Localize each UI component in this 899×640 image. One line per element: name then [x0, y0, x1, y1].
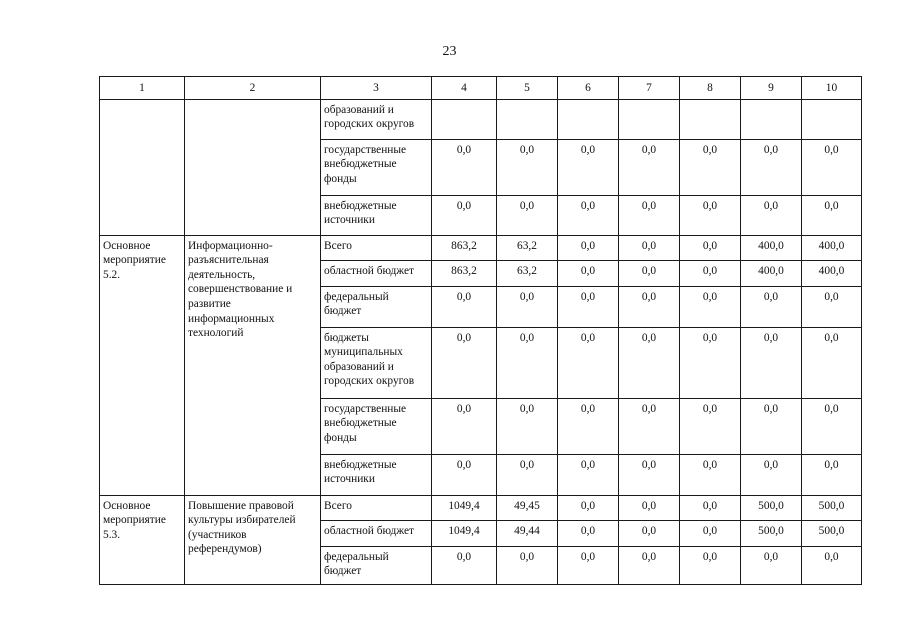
funding-source-cell: областной бюджет — [321, 260, 432, 286]
value-cell: 0,0 — [802, 398, 862, 454]
value-cell: 0,0 — [558, 235, 619, 260]
table-row — [100, 495, 862, 520]
value-cell: 0,0 — [432, 286, 497, 327]
header-cell: 8 — [680, 77, 741, 100]
funding-source-cell: бюджеты муниципальных образований и городских округов — [321, 327, 432, 398]
value-cell: 0,0 — [558, 260, 619, 286]
value-cell: 0,0 — [558, 139, 619, 195]
page-number: 23 — [442, 44, 457, 59]
value-cell: 0,0 — [432, 195, 497, 235]
activity-code-cell — [100, 99, 185, 235]
table-row — [100, 99, 862, 139]
value-cell: 0,0 — [680, 454, 741, 495]
value-cell: 0,0 — [558, 195, 619, 235]
value-cell: 0,0 — [432, 454, 497, 495]
value-cell: 0,0 — [802, 327, 862, 398]
value-cell: 1049,4 — [432, 495, 497, 520]
value-cell: 0,0 — [432, 139, 497, 195]
value-cell: 0,0 — [619, 495, 680, 520]
value-cell — [497, 99, 558, 139]
value-cell: 0,0 — [432, 546, 497, 584]
value-cell: 0,0 — [497, 286, 558, 327]
value-cell: 49,44 — [497, 520, 558, 546]
value-cell: 63,2 — [497, 235, 558, 260]
funding-source-cell: областной бюджет — [321, 520, 432, 546]
value-cell: 0,0 — [497, 139, 558, 195]
value-cell: 0,0 — [741, 327, 802, 398]
value-cell: 0,0 — [619, 195, 680, 235]
value-cell — [432, 99, 497, 139]
value-cell: 0,0 — [741, 454, 802, 495]
value-cell: 0,0 — [619, 520, 680, 546]
value-cell: 0,0 — [497, 546, 558, 584]
activity-name-cell: Информационно-разъяснительная деятельность, совершенствование и развитие информационных технологий — [185, 235, 321, 495]
value-cell: 0,0 — [680, 546, 741, 584]
value-cell — [680, 99, 741, 139]
activity-name-cell — [185, 99, 321, 235]
value-cell: 1049,4 — [432, 520, 497, 546]
value-cell: 49,45 — [497, 495, 558, 520]
header-cell: 7 — [619, 77, 680, 100]
value-cell: 500,0 — [741, 520, 802, 546]
value-cell: 500,0 — [802, 495, 862, 520]
funding-source-cell: федеральный бюджет — [321, 546, 432, 584]
value-cell — [558, 99, 619, 139]
value-cell — [619, 99, 680, 139]
value-cell — [741, 99, 802, 139]
funding-source-cell: государственные внебюджетные фонды — [321, 398, 432, 454]
value-cell: 63,2 — [497, 260, 558, 286]
value-cell: 0,0 — [741, 286, 802, 327]
value-cell: 0,0 — [619, 139, 680, 195]
activity-name-cell: Повышение правовой культуры избирателей (участников референдумов) — [185, 495, 321, 584]
value-cell: 0,0 — [802, 454, 862, 495]
value-cell: 0,0 — [802, 195, 862, 235]
header-cell: 1 — [100, 77, 185, 100]
funding-source-cell: образований и городских округов — [321, 99, 432, 139]
value-cell: 0,0 — [741, 139, 802, 195]
budget-table — [99, 76, 862, 585]
value-cell: 0,0 — [619, 260, 680, 286]
value-cell: 0,0 — [619, 327, 680, 398]
value-cell: 0,0 — [619, 235, 680, 260]
value-cell: 0,0 — [680, 327, 741, 398]
value-cell: 0,0 — [680, 235, 741, 260]
value-cell: 863,2 — [432, 260, 497, 286]
value-cell: 0,0 — [680, 495, 741, 520]
value-cell: 0,0 — [680, 398, 741, 454]
header-cell: 6 — [558, 77, 619, 100]
funding-source-cell: федеральный бюджет — [321, 286, 432, 327]
header-cell: 10 — [802, 77, 862, 100]
value-cell: 0,0 — [680, 139, 741, 195]
value-cell: 400,0 — [741, 260, 802, 286]
funding-source-cell: Всего — [321, 235, 432, 260]
header-cell: 2 — [185, 77, 321, 100]
value-cell: 500,0 — [741, 495, 802, 520]
value-cell: 0,0 — [558, 398, 619, 454]
funding-source-cell: внебюджетные источники — [321, 195, 432, 235]
value-cell: 0,0 — [497, 327, 558, 398]
value-cell: 0,0 — [497, 454, 558, 495]
value-cell: 0,0 — [741, 398, 802, 454]
value-cell: 0,0 — [802, 546, 862, 584]
value-cell: 0,0 — [558, 286, 619, 327]
value-cell: 0,0 — [558, 327, 619, 398]
header-cell: 9 — [741, 77, 802, 100]
header-row — [100, 77, 862, 100]
funding-source-cell: внебюджетные источники — [321, 454, 432, 495]
value-cell: 0,0 — [680, 260, 741, 286]
value-cell: 0,0 — [619, 546, 680, 584]
value-cell: 0,0 — [432, 327, 497, 398]
value-cell: 0,0 — [680, 195, 741, 235]
value-cell: 0,0 — [558, 520, 619, 546]
value-cell: 400,0 — [802, 260, 862, 286]
header-cell: 3 — [321, 77, 432, 100]
header-cell: 5 — [497, 77, 558, 100]
value-cell: 863,2 — [432, 235, 497, 260]
value-cell: 0,0 — [741, 195, 802, 235]
value-cell: 0,0 — [619, 454, 680, 495]
value-cell: 0,0 — [558, 495, 619, 520]
value-cell: 0,0 — [497, 398, 558, 454]
value-cell: 400,0 — [741, 235, 802, 260]
value-cell: 0,0 — [802, 286, 862, 327]
value-cell: 0,0 — [558, 454, 619, 495]
table-row — [100, 235, 862, 260]
value-cell: 400,0 — [802, 235, 862, 260]
value-cell — [802, 99, 862, 139]
activity-code-cell: Основное мероприятие 5.3. — [100, 495, 185, 584]
value-cell: 0,0 — [497, 195, 558, 235]
value-cell: 0,0 — [802, 139, 862, 195]
value-cell: 0,0 — [558, 546, 619, 584]
value-cell: 0,0 — [619, 286, 680, 327]
funding-source-cell: государственные внебюджетные фонды — [321, 139, 432, 195]
value-cell: 0,0 — [680, 286, 741, 327]
header-cell: 4 — [432, 77, 497, 100]
value-cell: 0,0 — [680, 520, 741, 546]
activity-code-cell: Основное мероприятие 5.2. — [100, 235, 185, 495]
funding-source-cell: Всего — [321, 495, 432, 520]
value-cell: 0,0 — [619, 398, 680, 454]
value-cell: 0,0 — [741, 546, 802, 584]
value-cell: 0,0 — [432, 398, 497, 454]
value-cell: 500,0 — [802, 520, 862, 546]
